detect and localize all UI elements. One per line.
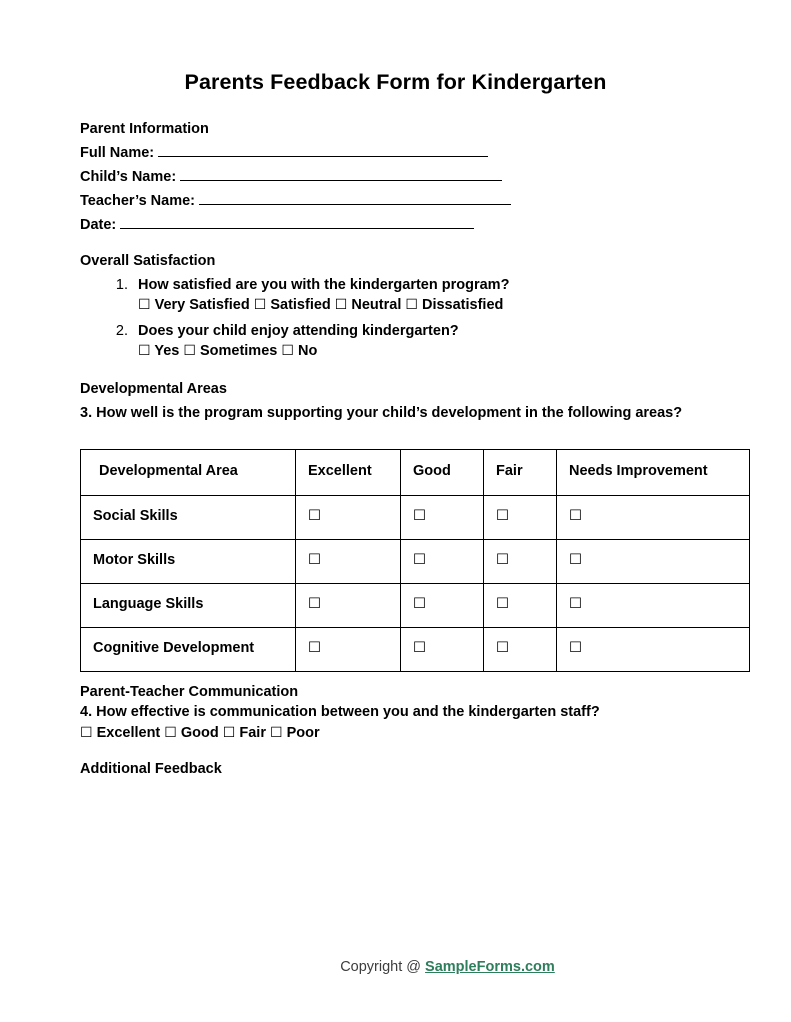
field-teacher-name-input[interactable] [199,189,511,205]
option-label-comm-good: Good [180,724,219,741]
checkbox-neutral[interactable]: ☐ [334,297,348,313]
option-label-sometimes: Sometimes [199,343,278,359]
page-title: Parents Feedback Form for Kindergarten [184,70,607,94]
checkbox-language-skills-excellent[interactable]: ☐ [296,583,401,627]
option-label-comm-poor: Poor [286,724,320,741]
option-label-neutral: Neutral [351,297,402,313]
table-header-row [81,449,750,495]
field-date-input[interactable] [120,213,474,229]
option-label-comm-fair: Fair [239,724,266,741]
row-label-cognitive-development: Cognitive Development [81,627,296,671]
table-row [81,539,750,583]
table-row [81,583,750,627]
option-label-no: No [297,343,318,359]
question-1-text: How satisfied are you with the kindergarten program? [138,277,510,293]
question-2 [132,323,711,359]
checkbox-social-skills-fair[interactable]: ☐ [484,495,557,539]
column-header-good: Good [401,449,484,495]
field-teacher-name-label: Teacher’s Name: [80,193,195,209]
row-label-language-skills: Language Skills [81,583,296,627]
field-teacher-name [80,185,711,209]
checkbox-motor-skills-good[interactable]: ☐ [401,539,484,583]
row-label-social-skills: Social Skills [81,495,296,539]
field-full-name-label: Full Name: [80,145,155,161]
checkbox-comm-poor[interactable]: ☐ [270,724,283,741]
field-date [80,209,711,233]
option-label-yes: Yes [154,343,180,359]
checkbox-language-skills-fair[interactable]: ☐ [484,583,557,627]
field-child-name-label: Child’s Name: [80,169,177,185]
footer [0,959,791,975]
section-heading-overall-satisfaction: Overall Satisfaction [80,253,216,269]
checkbox-social-skills-good[interactable]: ☐ [401,495,484,539]
checkbox-comm-good[interactable]: ☐ [164,724,177,741]
question-4-options [80,725,711,741]
question-2-options [138,343,711,359]
option-label-comm-excellent: Excellent [96,724,161,741]
field-date-label: Date: [80,217,117,233]
question-1-options [138,297,711,313]
checkbox-dissatisfied[interactable]: ☐ [405,297,418,313]
section-heading-parent-information: Parent Information [80,121,209,137]
checkbox-social-skills-excellent[interactable]: ☐ [296,495,401,539]
checkbox-comm-excellent[interactable]: ☐ [80,724,93,741]
table-row [81,627,750,671]
footer-copyright-text: Copyright @ [340,959,422,975]
column-header-area: Developmental Area [81,449,296,495]
checkbox-motor-skills-excellent[interactable]: ☐ [296,539,401,583]
option-label-dissatisfied: Dissatisfied [421,297,504,313]
field-full-name-input[interactable] [158,141,488,157]
checkbox-cognitive-development-needs-improvement[interactable]: ☐ [557,627,750,671]
section-heading-developmental-areas: Developmental Areas [80,381,227,397]
option-label-satisfied: Satisfied [270,297,331,313]
checkbox-cognitive-development-fair[interactable]: ☐ [484,627,557,671]
checkbox-language-skills-needs-improvement[interactable]: ☐ [557,583,750,627]
checkbox-no[interactable]: ☐ [281,343,294,359]
overall-satisfaction-question-list [80,277,711,359]
field-child-name-input[interactable] [180,165,502,181]
field-child-name [80,161,711,185]
section-heading-additional-feedback: Additional Feedback [80,760,222,777]
checkbox-language-skills-good[interactable]: ☐ [401,583,484,627]
checkbox-motor-skills-fair[interactable]: ☐ [484,539,557,583]
field-full-name [80,137,711,161]
footer-link-sampleforms[interactable]: SampleForms.com [425,959,555,975]
checkbox-satisfied[interactable]: ☐ [253,297,267,313]
developmental-areas-table [80,449,750,672]
checkbox-very-satisfied[interactable]: ☐ [138,297,151,313]
column-header-fair: Fair [484,449,557,495]
table-row [81,495,750,539]
question-4-text: 4. How effective is communication between you and the kindergarten staff? [80,703,600,720]
section-heading-parent-teacher-communication: Parent-Teacher Communication [80,683,299,700]
checkbox-comm-fair[interactable]: ☐ [222,724,236,741]
question-2-text: Does your child enjoy attending kindergarten? [138,323,459,339]
checkbox-cognitive-development-good[interactable]: ☐ [401,627,484,671]
checkbox-social-skills-needs-improvement[interactable]: ☐ [557,495,750,539]
row-label-motor-skills: Motor Skills [81,539,296,583]
column-header-needs-improvement: Needs Improvement [557,449,750,495]
option-label-very-satisfied: Very Satisfied [154,297,250,313]
question-1 [132,277,711,313]
checkbox-yes[interactable]: ☐ [138,343,151,359]
checkbox-cognitive-development-excellent[interactable]: ☐ [296,627,401,671]
checkbox-motor-skills-needs-improvement[interactable]: ☐ [557,539,750,583]
checkbox-sometimes[interactable]: ☐ [183,343,196,359]
question-3-text: 3. How well is the program supporting your child’s development in the following areas? [80,405,683,421]
column-header-excellent: Excellent [296,449,401,495]
